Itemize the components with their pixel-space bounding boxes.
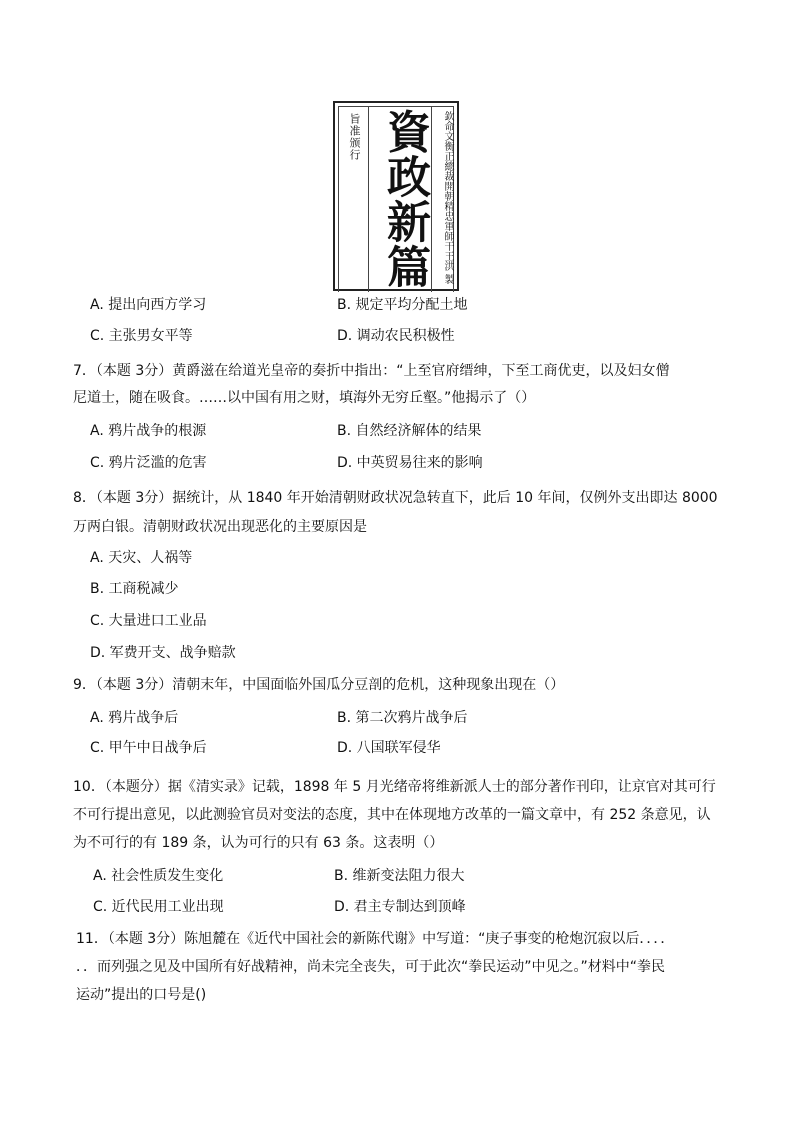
q9-option-b: B. 第二次鸦片战争后 xyxy=(337,710,468,726)
q8-option-a: A. 天灾、人祸等 xyxy=(90,550,193,566)
q10-stem-line-2: 不可行提出意见，以此测验官员对变法的态度，其中在体现地方改革的一篇文章中，有 252 条意见，认 xyxy=(73,807,711,823)
cover-divider-left xyxy=(368,107,369,292)
q6-option-a: A. 提出向西方学习 xyxy=(90,297,207,313)
q8-option-b: B. 工商税减少 xyxy=(90,581,179,597)
q8-option-d: D. 军费开支、战争赔款 xyxy=(90,645,236,661)
q6-option-c: C. 主张男女平等 xyxy=(90,328,193,344)
q10-stem-line-3: 为不可行的有 189 条，认为可行的只有 63 条。这表明（） xyxy=(73,835,444,851)
q8-stem-line-1: 8．（本题 3分）据统计，从 1840 年开始清朝财政状况急转直下，此后 10 年间，仅例外支出即达 8000 xyxy=(73,490,718,506)
q6-option-d: D. 调动农民积极性 xyxy=(337,328,455,344)
q9-option-d: D. 八国联军侵华 xyxy=(337,740,441,756)
q7-option-d: D. 中英贸易往来的影响 xyxy=(337,455,483,471)
q10-stem-line-1: 10．（本题分）据《清实录》记载，1898 年 5 月光绪帝将维新派人士的部分著作刊印，让京官对其可行 xyxy=(73,779,716,795)
q8-option-c: C. 大量进口工业品 xyxy=(90,613,207,629)
q9-option-c: C. 甲午中日战争后 xyxy=(90,740,207,756)
q7-option-c: C. 鸦片泛滥的危害 xyxy=(90,455,207,471)
book-cover-image xyxy=(333,101,459,291)
q11-stem-line-2: ．．而列强之见及中国所有好战精神，尚未完全丧失，可于此次“拳民运动”中见之。”材料中“拳民 xyxy=(76,959,666,975)
q7-option-a: A. 鸦片战争的根源 xyxy=(90,423,207,439)
q11-stem-line-3: 运动”提出的口号是() xyxy=(76,987,207,1003)
cover-right-text: 欽命文衡正總裁開朝精忠軍師干王洪 製 xyxy=(442,111,453,285)
q7-stem-line-2: 尼道士，随在吸食。……以中国有用之财，填海外无穷丘壑。”他揭示了（） xyxy=(73,390,536,406)
q8-stem-line-2: 万两白银。清朝财政状况出现恶化的主要原因是 xyxy=(73,519,367,535)
q10-option-a: A. 社会性质发生变化 xyxy=(93,868,224,884)
q9-stem-line-1: 9．（本题 3分）清朝末年，中国面临外国瓜分豆剖的危机，这种现象出现在（） xyxy=(73,677,565,693)
cover-left-text: 旨准颁行 xyxy=(348,113,361,161)
cover-divider-right xyxy=(431,107,432,292)
q10-option-b: B. 维新变法阻力很大 xyxy=(334,868,465,884)
q6-option-b: B. 规定平均分配土地 xyxy=(337,297,468,313)
q7-stem-line-1: 7．（本题 3分）黄爵滋在给道光皇帝的奏折中指出：“上至官府缙绅，下至工商优吏，以及妇女僧 xyxy=(73,363,670,379)
cover-title: 資政新篇 xyxy=(379,109,430,289)
q7-option-b: B. 自然经济解体的结果 xyxy=(337,423,482,439)
q11-stem-line-1: 11．（本题 3分）陈旭麓在《近代中国社会的新陈代谢》中写道：“庚子事变的枪炮沉寂以后．．．． xyxy=(76,931,675,947)
q10-option-c: C. 近代民用工业出现 xyxy=(93,899,224,915)
q10-option-d: D. 君主专制达到顶峰 xyxy=(334,899,466,915)
q9-option-a: A. 鸦片战争后 xyxy=(90,710,179,726)
cover-frame xyxy=(338,106,454,292)
